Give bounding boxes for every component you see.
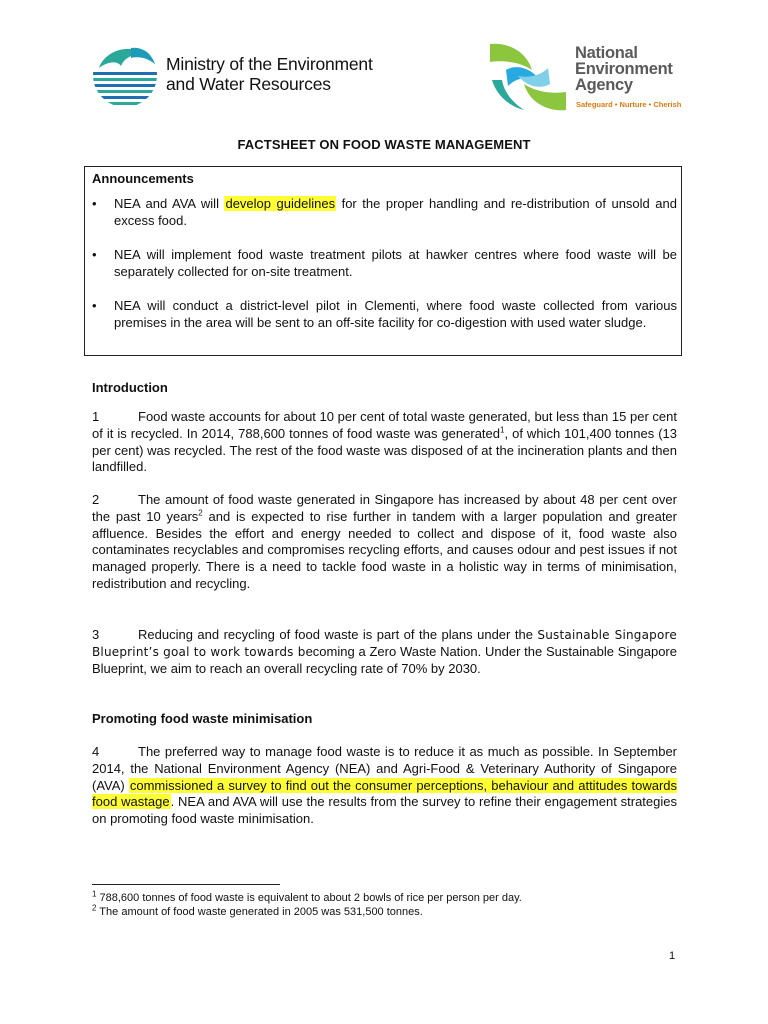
paragraph-text: . NEA and AVA will use the results from the survey to refine their engagement strategies on promoting food waste minimisation.: [92, 794, 677, 827]
paragraph-2: [92, 492, 677, 593]
footnote-2: [92, 905, 423, 919]
paragraph-3: [92, 627, 677, 677]
announcements-box: [84, 166, 682, 356]
announcement-item: [92, 246, 677, 280]
announcement-text: NEA will implement food waste treatment pilots at hawker centres where food waste will be separately collected for on-site treatment.: [114, 247, 677, 279]
bullet-icon: •: [92, 196, 97, 211]
announcements-list: [92, 195, 677, 348]
paragraph-1: [92, 409, 677, 476]
nea-line-3: Agency: [575, 76, 633, 94]
nea-line-2: Environment: [575, 60, 673, 78]
footnote-text: The amount of food waste generated in 2005 was 531,500 tonnes.: [96, 906, 423, 918]
announcement-text: NEA will conduct a district-level pilot in Clementi, where food waste collected from various premises in the area will be sent to an off-site facility for co-digestion with used water sludge.: [114, 298, 677, 330]
announcements-heading: Announcements: [92, 171, 194, 186]
paragraph-text: The preferred way to manage food waste is to reduce it as much as possible. In September 2014, the National Environment Agency (NEA) and Agri-Food & Veterinary Authority of Singapore (AVA): [92, 744, 677, 793]
minimisation-heading: Promoting food waste minimisation: [92, 711, 313, 726]
footnote-ref[interactable]: 2: [198, 508, 203, 518]
nea-logo-icon: [486, 40, 570, 114]
announcement-item: [92, 297, 677, 331]
paragraph-text: and is expected to rise further in tandem with a larger population and greater affluence. Besides the effort and energy needed to collect and dispose of it, food waste also contaminates recyclables and compromises recycling efforts, and causes odour and pest issues if not managed properly. There is a need to tackle food waste in a holistic way in terms of minimisation, redistribution and recycling.: [92, 508, 677, 591]
announcement-item: [92, 195, 677, 229]
paragraph-text: Sustainable Singapore Blueprint’s goal to work towards b: [92, 628, 677, 659]
footnote-text: 788,600 tonnes of food waste is equivalent to about 2 bowls of rice per person per day.: [96, 892, 522, 904]
ministry-line-1: Ministry of the Environment: [166, 54, 373, 74]
footnote-1: [92, 891, 522, 905]
mewr-logo-icon: [91, 42, 159, 108]
document-header: [0, 0, 768, 120]
ministry-line-2: and Water Resources: [166, 74, 331, 94]
paragraph-number: 2: [92, 492, 100, 507]
footnote-number: 1: [92, 889, 97, 899]
footnote-number: 2: [92, 903, 97, 913]
introduction-heading: Introduction: [92, 380, 168, 395]
nea-line-1: National: [575, 44, 638, 62]
paragraph-text: , of which 101,400 tonnes (13 per cent) was recycled. The rest of the food waste was disposed of at the incineration plants and then landfilled.: [92, 425, 678, 475]
paragraph-number: 1: [92, 409, 100, 424]
paragraph-number: 4: [92, 744, 100, 759]
paragraph-number: 3: [92, 627, 100, 642]
paragraph-text: ecoming a Zero Waste Nation. Under the Sustainable Singapore Blueprint, we aim to reach an overall recycling rate of 70% by 2030.: [92, 643, 677, 676]
paragraph-4: [92, 744, 677, 828]
paragraph-text: Food waste accounts for about 10 per cent of total waste generated, but less than 15 per cent of it is recycled. In 2014, 788,600 tonnes of food waste was generated: [92, 409, 677, 441]
highlighted-text: commissioned a survey to find out the consumer perceptions, behaviour and attitudes towards food wastage: [92, 777, 677, 810]
page-number: 1: [669, 950, 676, 962]
nea-name: [575, 45, 673, 93]
paragraph-text: The amount of food waste generated in Singapore has increased by about 48 per cent over the past 10 years: [92, 492, 677, 524]
footnote-ref[interactable]: 1: [500, 425, 505, 435]
bullet-icon: •: [92, 298, 97, 313]
announcement-text: for the proper handling and re-distribution of unsold and excess food.: [114, 196, 677, 228]
page-title: FACTSHEET ON FOOD WASTE MANAGEMENT: [237, 137, 531, 152]
footnote-divider: [92, 884, 280, 885]
bullet-icon: •: [92, 247, 97, 262]
ministry-name: [166, 54, 373, 94]
announcement-text: NEA and AVA will: [114, 196, 225, 211]
paragraph-text: Reducing and recycling of food waste is part of the plans under the: [138, 627, 538, 642]
highlighted-text: develop guidelines: [225, 196, 336, 211]
nea-tagline: Safeguard • Nurture • Cherish: [576, 100, 682, 109]
